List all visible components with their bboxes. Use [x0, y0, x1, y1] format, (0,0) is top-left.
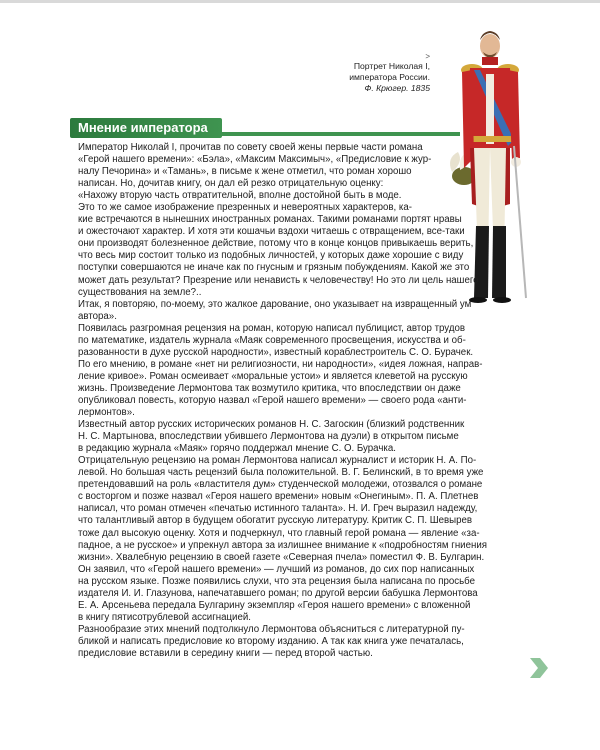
text-line: издателя И. И. Глазунова, напечатавшего роман; по другой версии бабушка Лермонтова [78, 587, 478, 599]
text-line: что весь мир состоит только из подобных личностей, у которых даже хорошие с виду [78, 250, 464, 262]
caption-line-1: Портрет Николая I, [353, 61, 430, 71]
text-line: жизнь. Произведение Лермонтова так возмутило критика, что впоследствии он даже [78, 382, 461, 394]
text-line: Отрицательную рецензию на роман Лермонтова написал журналист и историк Н. А. По- [78, 455, 477, 467]
text-line: опубликовал повесть, которую назвал «Герой нашего времени» — своего рода «анти- [78, 394, 467, 406]
text-line: в книгу пятисотрублевой ассигнацией. [78, 611, 251, 623]
text-line: в редакцию журнала «Маяк» горячо поддержал мнение С. О. Бурачка. [78, 443, 396, 455]
text-line: «Герой нашего времени»: «Бэла», «Максим Максимыч», «Предисловие к жур- [78, 154, 432, 166]
text-line: они производят болезненное действие, потому что в конце концов привыкаешь верить, [78, 238, 474, 250]
text-line: жизни». Хвалебную рецензию в своей газете «Северная пчела» поместил Ф. В. Булгарин. [78, 551, 485, 563]
text-line: Это то же самое изображение презренных и невероятных характеров, ка- [78, 202, 412, 214]
caption-line-2: императора России. [349, 72, 430, 82]
text-line: Итак, я повторяю, по-моему, это жалкое дарование, оно указывает на извращенный ум [78, 298, 472, 310]
text-line: тоже дал высокую оценку. Хотя и подчеркнул, что главный герой романа — явление «за- [78, 527, 480, 539]
section-title: Мнение императора [78, 120, 208, 135]
text-line: автора». [78, 310, 117, 322]
text-line: по математике, издатель журнала «Маяк современного просвещения, искусства и об- [78, 334, 466, 346]
heading-underline [220, 132, 460, 136]
text-line: бликой и написать предисловие ко второму изданию. А так как книга уже печаталась, [78, 635, 464, 647]
text-line: Разнообразие этих мнений подтолкнуло Лермонтова объясниться с литературной пу- [78, 623, 465, 635]
text-line: и ожесточают характер. И хотя эти кошачьи вздохи читаешь с отвращением, все-таки [78, 226, 465, 238]
text-line: предисловие вставили в середину книги — перед второй частью. [78, 647, 373, 659]
text-line: Известный автор русских исторических романов Н. С. Загоскин (близкий родственник [78, 419, 465, 431]
portrait-caption [300, 52, 430, 94]
text-line: ление кривое». Роман осмеивает «моральные устои» и является клеветой на русскую [78, 370, 468, 382]
section-heading [70, 118, 460, 138]
caption-pointer-icon: > [425, 52, 430, 61]
text-line: левой. Но большая часть рецензий была положительной. В. Г. Белинский, в то время уже [78, 467, 484, 479]
text-line: на русском языке. Позже появились слухи, что эта рецензия была написана по просьбе [78, 575, 475, 587]
next-page-arrow-icon[interactable] [528, 656, 548, 680]
text-line: поступки совершаются не иначе как по гнусным и грязным побуждениям. Какой же это [78, 262, 470, 274]
text-line: с восторгом и позже назвал «Героя нашего времени» новым «Онегиным». П. А. Плетнев [78, 491, 479, 503]
text-line: претендовавший на роль «властителя дум» студенческой молодежи, отозвался о романе [78, 479, 483, 491]
article-body [78, 142, 520, 660]
top-rule [0, 0, 600, 3]
text-line: Появилась разгромная рецензия на роман, которую написал публицист, автор трудов [78, 322, 466, 334]
text-line: разованности в духе русской народности», известный кораблестроитель С. О. Бурачек. [78, 346, 474, 358]
text-line: Н. С. Мартынова, впоследствии убившего Лермонтова на дуэли) в открытом письме [78, 431, 459, 443]
text-line: написал, что роман отмечен «печатью истинного таланта». Н. И. Греч выразил надежду, [78, 503, 478, 515]
text-line: Император Николай I, прочитав по совету своей жены первые части романа [78, 142, 423, 153]
text-line: налу Печорина» и «Тамань», в письме к жене отметил, что роман хорошо [78, 166, 412, 178]
text-line: что талантливый автор в будущем обогатит русскую литературу. Критик С. П. Шевырев [78, 515, 473, 527]
text-line: кие встречаются в нынешних иностранных романах. Такими романами портят нравы [78, 214, 462, 226]
text-line: «Нахожу вторую часть отвратительной, вполне достойной быть в моде. [78, 190, 402, 202]
text-line: существования на земле?.. [78, 286, 202, 298]
text-line: Е. А. Арсеньева передала Булгарину экземпляр «Героя нашего времени» с вложенной [78, 599, 471, 611]
text-line: написан. Но, дочитав книгу, он дал ей резко отрицательную оценку: [78, 178, 384, 190]
text-line: лермонтов». [78, 407, 135, 419]
caption-credit: Ф. Крюгер. 1835 [364, 83, 430, 93]
text-line: падное, а не русское» и упрекнул автора за излишнее внимание к «подробностям гниения [78, 539, 487, 551]
text-line: может дать результат? Презрение или ненависть к человечеству! Но это ли цель нашего [78, 274, 479, 286]
text-line: Он заявил, что «Герой нашего времени» — лучший из романов, до сих пор написанных [78, 563, 475, 575]
text-line: По его мнению, в романе «нет ни религиозности, ни народности», «идея ложная, направ- [78, 358, 483, 370]
